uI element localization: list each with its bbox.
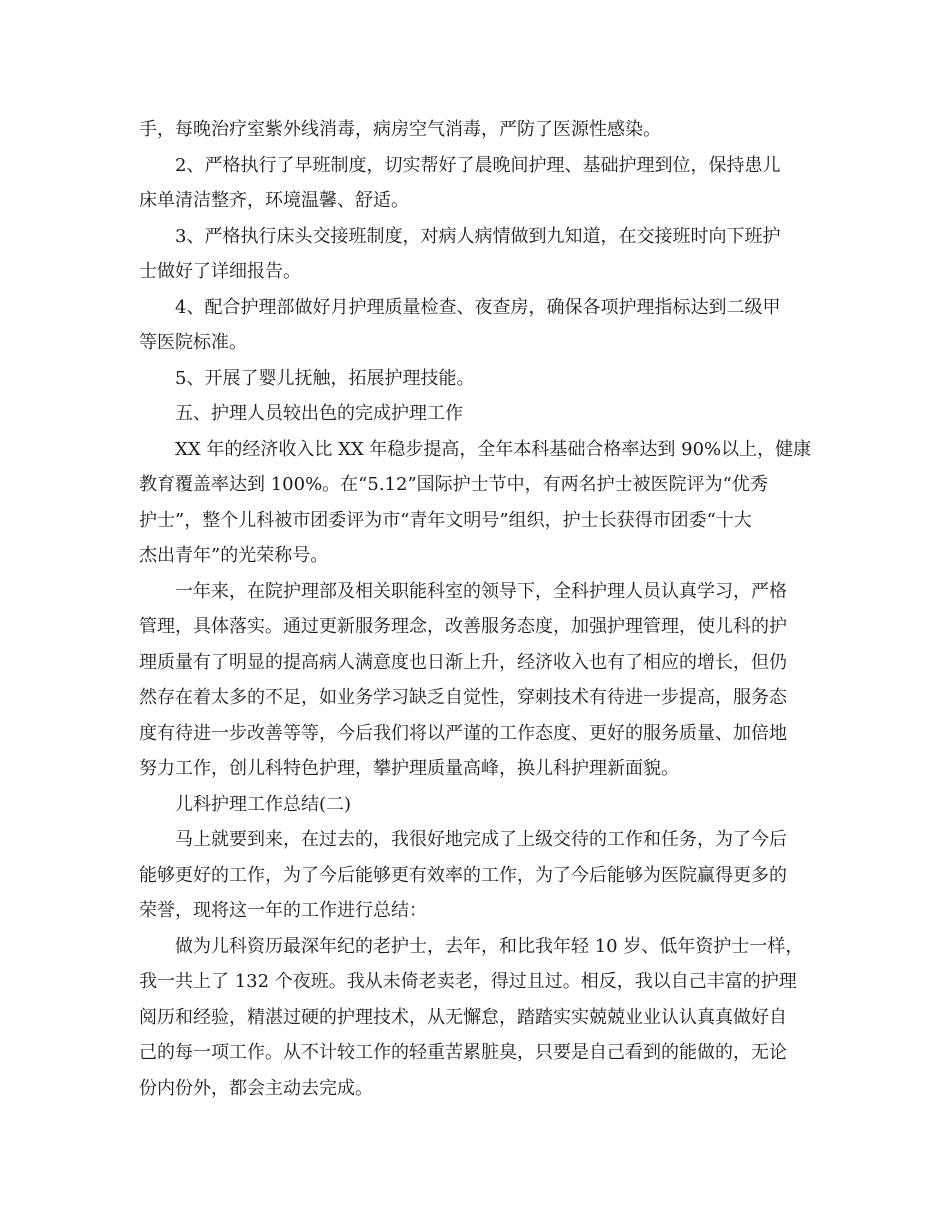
text-line: 管理，具体落实。通过更新服务理念，改善服务态度，加强护理管理，使儿科的护 xyxy=(139,616,787,637)
text-line: 教育覆盖率达到 100%。在“5.12”国际护士节中，有两名护士被医院评为“优秀 xyxy=(139,474,768,495)
text-line: 我一共上了 132 个夜班。我从未倚老卖老，得过且过。相反，我以自己丰富的护理 xyxy=(139,971,797,992)
text-line: 5、开展了婴儿抚触，拓展护理技能。 xyxy=(175,368,475,389)
text-line: 己的每一项工作。从不计较工作的轻重苦累脏臭，只要是自己看到的能做的，无论 xyxy=(139,1042,787,1063)
text-line: 能够更好的工作，为了今后能够更有效率的工作，为了今后能够为医院赢得更多的 xyxy=(139,865,787,886)
text-line: 努力工作，创儿科特色护理，攀护理质量高峰，换儿科护理新面貌。 xyxy=(139,758,679,779)
section-heading: 儿科护理工作总结(二) xyxy=(175,794,352,815)
text-line: 护士”，整个儿科被市团委评为市“青年文明号”组织，护士长获得市团委“十大 xyxy=(139,510,752,531)
text-line: 理质量有了明显的提高病人满意度也日渐上升，经济收入也有了相应的增长，但仍 xyxy=(139,652,787,673)
text-line: 3、严格执行床头交接班制度，对病人病情做到九知道，在交接班时向下班护 xyxy=(175,226,781,247)
text-line: 度有待进一步改善等等，今后我们将以严谨的工作态度、更好的服务质量、加倍地 xyxy=(139,723,787,744)
text-line: 份内份外，都会主动去完成。 xyxy=(139,1078,373,1099)
text-line: 杰出青年”的光荣称号。 xyxy=(139,545,329,566)
text-line: 等医院标准。 xyxy=(139,332,247,353)
text-line: 一年来，在院护理部及相关职能科室的领导下，全科护理人员认真学习，严格 xyxy=(175,581,787,602)
text-line: 做为儿科资历最深年纪的老护士，去年，和比我年轻 10 岁、低年资护士一样， xyxy=(175,936,804,957)
text-line: 荣誉，现将这一年的工作进行总结： xyxy=(139,900,427,921)
section-heading: 五、护理人员较出色的完成护理工作 xyxy=(175,403,463,424)
text-line: 马上就要到来，在过去的，我很好地完成了上级交待的工作和任务，为了今后 xyxy=(175,829,787,850)
text-line: 2、严格执行了早班制度，切实帮好了晨晚间护理、基础护理到位，保持患儿 xyxy=(175,155,781,176)
text-line: 4、配合护理部做好月护理质量检查、夜查房，确保各项护理指标达到二级甲 xyxy=(175,297,781,318)
text-line: 手，每晚治疗室紫外线消毒，病房空气消毒，严防了医源性感染。 xyxy=(139,119,661,140)
text-line: 然存在着太多的不足，如业务学习缺乏自觉性，穿刺技术有待进一步提高，服务态 xyxy=(139,687,787,708)
text-line: 阅历和经验，精湛过硬的护理技术，从无懈怠，踏踏实实兢兢业业认认真真做好自 xyxy=(139,1007,787,1028)
text-line: XX 年的经济收入比 XX 年稳步提高，全年本科基础合格率达到 90%以上，健康 xyxy=(175,439,812,460)
text-line: 士做好了详细报告。 xyxy=(139,261,301,282)
text-line: 床单清洁整齐，环境温馨、舒适。 xyxy=(139,190,409,211)
